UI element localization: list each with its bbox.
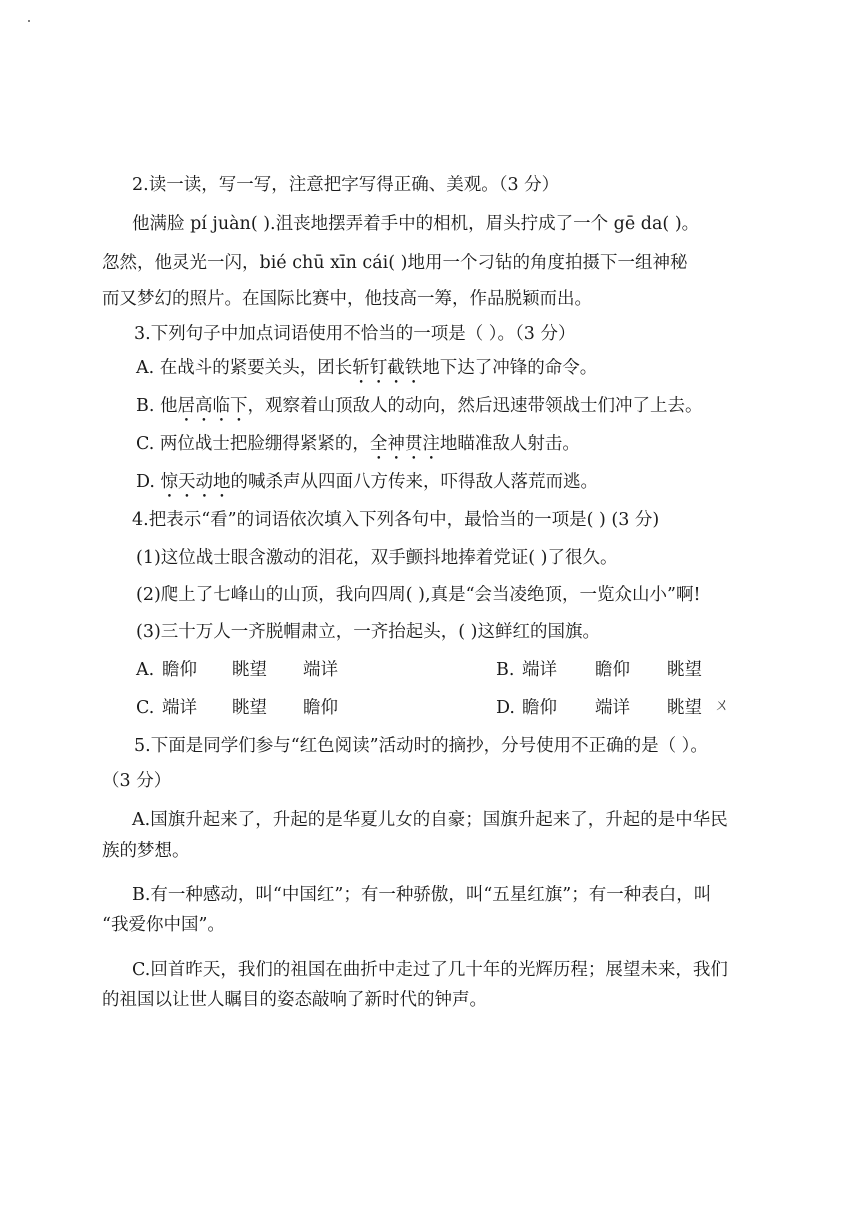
q5-option-c-line-1: C.回首昨天，我们的祖国在曲折中走过了几十年的光辉历程；展望未来，我们 (132, 960, 728, 980)
q5-option-a-line-1: A.国旗升起来了，升起的是华夏儿女的自豪；国旗升起来了，升起的是中华民 (132, 810, 728, 830)
q3-option-b-rest: ，观察着山顶敌人的动向，然后迅速带领战士们冲了上去。 (247, 396, 703, 416)
q3-option-a (136, 356, 597, 388)
q4-option-word: 眺望 (232, 698, 267, 718)
q4-option-word: 瞻仰 (303, 698, 338, 718)
q3-option-b-dotted-word: 居高临下 (177, 396, 248, 416)
q3-option-a-rest: 地下达了冲锋的命令。 (422, 358, 598, 378)
q2-title: 2.读一读，写一写，注意把字写得正确、美观。（3 分） (132, 175, 560, 195)
q3-option-d-text: D. (136, 472, 161, 492)
q3-option-d-dotted-word: 惊天动地 (160, 472, 231, 492)
q4-sentence-3: (3)三十万人一齐脱帽肃立，一齐抬起头，( )这鲜红的国旗。 (136, 622, 601, 642)
q4-option-word: 瞻仰 (522, 698, 557, 718)
q3-title: 3.下列句子中加点词语使用不恰当的一项是（ ）。（3 分） (134, 324, 576, 344)
q4-option-word: 瞻仰 (162, 660, 197, 680)
q4-option-word: 瞻仰 (595, 660, 630, 680)
q3-option-c-rest: 地瞄准敌人射击。 (439, 434, 580, 454)
q4-option-word: 眺望 (667, 660, 702, 680)
q4-option-letter: B. (496, 660, 515, 680)
q2-line-1: 他满脸 pí juàn( ).沮丧地摆弄着手中的相机，眉头拧成了一个 gē da( )。 (132, 214, 700, 234)
q3-option-a-dotted-word: 斩钉截铁 (352, 358, 423, 378)
q4-option-letter: A. (136, 660, 155, 680)
q3-option-b-text: B. 他 (136, 396, 178, 416)
q2-line-3: 而又梦幻的照片。在国际比赛中，他技高一筹，作品脱颖而出。 (102, 289, 592, 309)
q3-option-c (136, 432, 580, 464)
pen-mark-icon: ㄨ (714, 695, 731, 714)
q4-option-word: 端详 (522, 660, 557, 680)
q3-option-c-dotted-word: 全神贯注 (369, 434, 440, 454)
q3-option-a-text: A. 在战斗的紧要关头，团长 (136, 358, 353, 378)
q4-option-letter: C. (136, 698, 155, 718)
q3-option-d-rest: 的喊杀声从四面八方传来，吓得敌人落荒而逃。 (230, 472, 599, 492)
q4-option-word: 眺望 (667, 698, 702, 718)
q4-title: 4.把表示“看”的词语依次填入下列各句中，最恰当的一项是( ) (3 分) (132, 510, 660, 530)
q4-option-word: 端详 (303, 660, 338, 680)
q4-sentence-1: (1)这位战士眼含激动的泪花，双手颤抖地捧着党证( )了很久。 (136, 548, 618, 568)
q4-option-word: 端详 (162, 698, 197, 718)
q4-option-word: 端详 (595, 698, 630, 718)
q4-sentence-2: (2)爬上了七峰山的山顶，我向四周( ),真是“会当凌绝顶，一览众山小”啊! (136, 585, 701, 605)
q5-title: 5.下面是同学们参与“红色阅读”活动时的摘抄，分号使用不正确的是（ ）。 (134, 736, 708, 756)
q5-option-c-line-2: 的祖国以让世人瞩目的姿态敲响了新时代的钟声。 (102, 990, 487, 1010)
scan-dot (28, 20, 30, 22)
q3-option-c-text: C. 两位战士把脸绷得紧紧的， (136, 434, 370, 454)
q4-option-word: 眺望 (232, 660, 267, 680)
q5-option-b-line-2: “我爱你中国”。 (102, 915, 225, 935)
q2-line-2: 忽然，他灵光一闪，bié chū xīn cái( )地用一个刁钻的角度拍摄下一组神秘 (102, 253, 688, 273)
q4-option-letter: D. (496, 698, 515, 718)
q5-option-a-line-2: 族的梦想。 (102, 841, 190, 861)
q5-option-b-line-1: B.有一种感动，叫“中国红”；有一种骄傲，叫“五星红旗”；有一种表白，叫 (132, 885, 712, 905)
q3-option-d (136, 470, 598, 502)
q5-score: （3 分） (102, 771, 172, 791)
q3-option-b (136, 394, 703, 426)
